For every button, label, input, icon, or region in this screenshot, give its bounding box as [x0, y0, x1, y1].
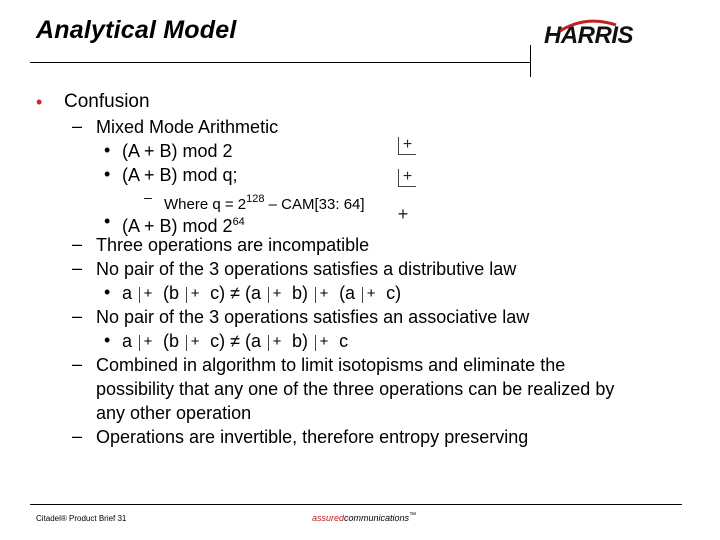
dash-marker: –: [72, 354, 83, 374]
sub-bullet: •: [104, 140, 111, 160]
mod264-prefix: (A + B) mod 2: [122, 216, 233, 236]
expr-a: a: [122, 283, 133, 303]
item-mixed-mode: Mixed Mode Arithmetic: [96, 117, 279, 137]
expr-c: c) ≠ (a: [210, 283, 261, 303]
footer-trademark: ™: [409, 512, 417, 519]
op-plus-icon: +: [268, 335, 285, 351]
op-plus-icon: +: [186, 335, 203, 351]
harris-logo: [544, 22, 666, 48]
mod264-exp: 64: [232, 216, 245, 228]
where-exp: 128: [246, 193, 265, 205]
item-combined-1: Combined in algorithm to limit isotopisms and eliminate the: [96, 355, 566, 375]
sub-bullet: •: [104, 330, 111, 350]
op-mod264-icon: +: [397, 204, 409, 224]
dash-marker: –: [72, 306, 83, 326]
sub-bullet: •: [104, 164, 111, 184]
expr-e: (a: [339, 283, 356, 303]
expr-b: (b: [163, 331, 180, 351]
op-plus-icon: +: [186, 287, 203, 303]
item-no-associative: No pair of the 3 operations satisfies an associative law: [96, 307, 530, 327]
dash-marker: –: [72, 234, 83, 254]
op-plus-icon: +: [139, 335, 156, 351]
dash-marker: –: [72, 116, 83, 136]
footer-tagline: [312, 512, 416, 523]
footer-citation: Citadel® Product Brief 31: [36, 514, 127, 523]
where-prefix: Where q = 2: [164, 196, 247, 213]
logo-divider: [530, 45, 531, 77]
heading-confusion: Confusion: [64, 91, 150, 112]
dash-marker: –: [144, 189, 152, 205]
item-mod2: (A + B) mod 2: [122, 141, 233, 161]
dash-marker: –: [72, 426, 83, 446]
item-combined-3: any other operation: [96, 403, 252, 423]
item-modq: (A + B) mod q;: [122, 165, 238, 185]
logo-text: HARRIS: [544, 22, 634, 49]
associative-expression: [122, 330, 348, 352]
item-combined-2: possibility that any one of the three operations can be realized by: [96, 379, 615, 399]
op-plus-icon: +: [362, 287, 379, 303]
footer-divider: [30, 504, 682, 505]
title-divider: [30, 62, 530, 63]
slide-title: Analytical Model: [36, 16, 237, 44]
sub-bullet: •: [104, 211, 111, 231]
heading-bullet: •: [36, 92, 43, 112]
logo-swoosh-icon: [558, 19, 618, 33]
dash-marker: –: [72, 258, 83, 278]
expr-f: c): [386, 283, 402, 303]
footer-brand: assured: [312, 513, 345, 523]
item-no-distributive: No pair of the 3 operations satisfies a distributive law: [96, 259, 517, 279]
op-plus-icon: +: [139, 287, 156, 303]
where-suffix: – CAM[33: 64]: [264, 196, 365, 213]
op-plus-icon: +: [315, 335, 332, 351]
item-invertible: Operations are invertible, therefore entropy preserving: [96, 427, 529, 447]
op-modq-icon: +: [398, 169, 416, 187]
distributive-expression: [122, 282, 401, 304]
expr-d: b): [292, 331, 309, 351]
op-plus-icon: +: [315, 287, 332, 303]
sub-bullet: •: [104, 282, 111, 302]
footer-rest: communications: [344, 513, 410, 523]
op-xor-icon: +: [398, 137, 416, 155]
op-plus-icon: +: [268, 287, 285, 303]
expr-a: a: [122, 331, 133, 351]
expr-d: b): [292, 283, 309, 303]
expr-b: (b: [163, 283, 180, 303]
item-incompatible: Three operations are incompatible: [96, 235, 370, 255]
expr-c: c) ≠ (a: [210, 331, 261, 351]
expr-e: c: [339, 331, 349, 351]
